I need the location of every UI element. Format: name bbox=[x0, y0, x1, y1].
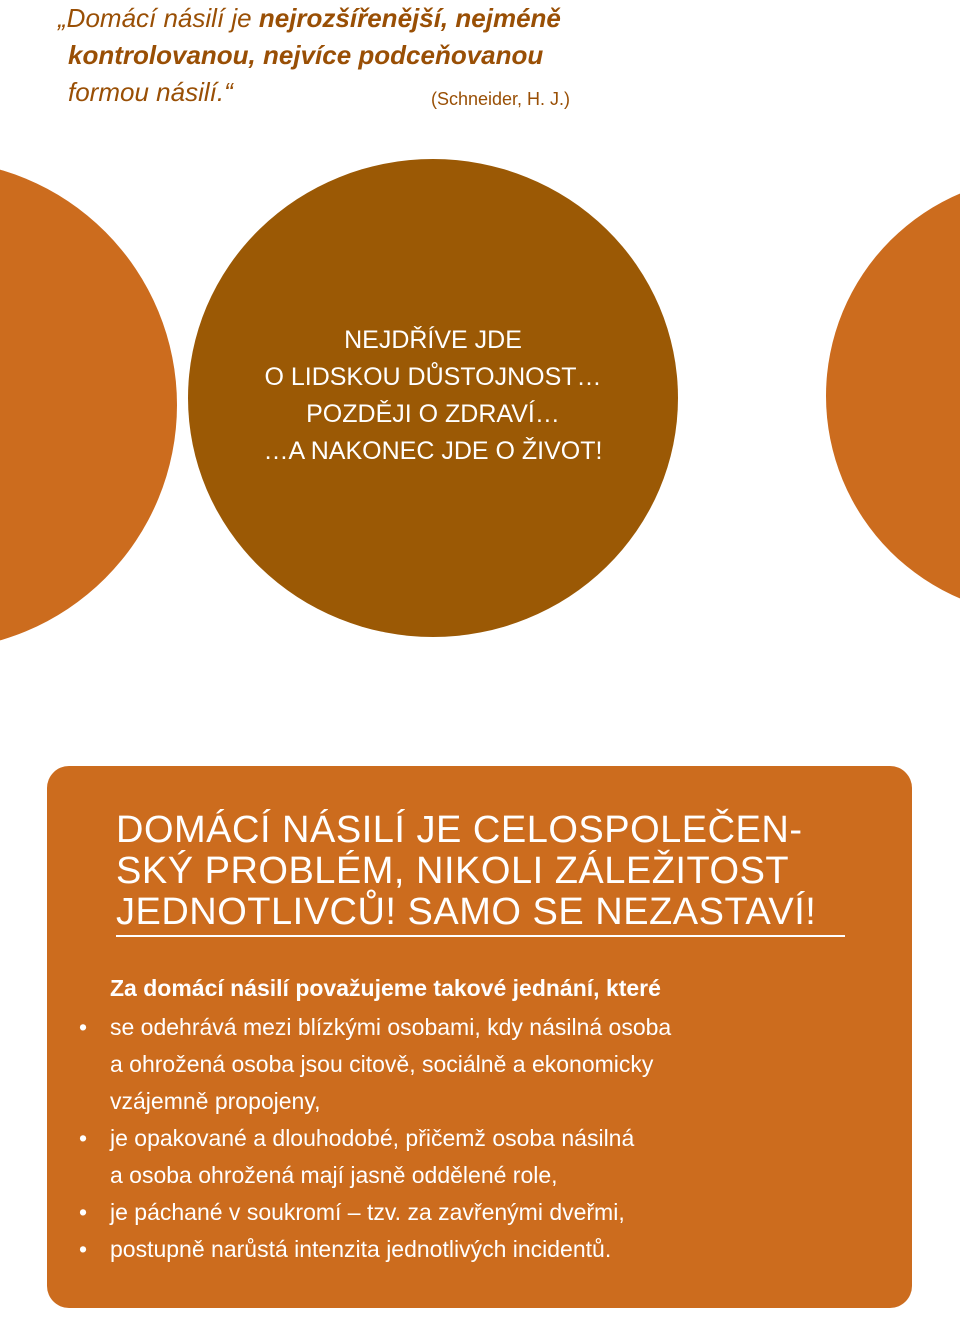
list-item-line: vzájemně propojeny, bbox=[110, 1088, 321, 1114]
circle-line: …A NAKONEC JDE O ŽIVOT! bbox=[263, 437, 603, 465]
list-item bbox=[0, 1194, 960, 1231]
list-item-line: je páchané v soukromí – tzv. za zavřenými dveřmi, bbox=[110, 1199, 625, 1225]
decorative-circle-right bbox=[826, 176, 960, 616]
definition-list bbox=[0, 1009, 960, 1268]
list-item-line: a osoba ohrožená mají jasně oddělené role, bbox=[110, 1162, 558, 1188]
decorative-circle-left bbox=[0, 160, 177, 650]
circle-line: O LIDSKOU DŮSTOJNOST… bbox=[264, 363, 602, 391]
bullet-icon: • bbox=[79, 1125, 88, 1151]
quote-line-2 bbox=[58, 37, 678, 74]
quote-close-mark: “ bbox=[224, 77, 233, 107]
quote-line-1 bbox=[58, 0, 678, 37]
quote-bold-1: nejrozšířenější, nejméně bbox=[258, 3, 561, 33]
list-item-line: postupně narůstá intenzita jednotlivých incidentů. bbox=[110, 1236, 612, 1262]
heading-line: DOMÁCÍ NÁSILÍ JE CELOSPOLEČEN- bbox=[116, 809, 803, 851]
bullet-icon: • bbox=[79, 1199, 88, 1225]
list-item bbox=[0, 1009, 960, 1120]
quote-block bbox=[58, 0, 678, 111]
definition-intro: Za domácí násilí považujeme takové jednání, které bbox=[110, 975, 661, 1001]
circle-message bbox=[188, 322, 678, 470]
list-item-line: a ohrožená osoba jsou citově, sociálně a ekonomicky bbox=[110, 1051, 654, 1077]
heading-line: SKÝ PROBLÉM, NIKOLI ZÁLEŽITOST bbox=[116, 850, 790, 892]
circle-line: NEJDŘÍVE JDE bbox=[344, 326, 522, 354]
quote-text-part1: Domácí násilí je bbox=[66, 3, 259, 33]
quote-open-mark: „ bbox=[58, 3, 67, 33]
info-box-heading bbox=[116, 810, 876, 933]
heading-divider bbox=[116, 935, 845, 937]
bullet-icon: • bbox=[79, 1236, 88, 1262]
bullet-icon: • bbox=[79, 1014, 88, 1040]
list-item-line: je opakované a dlouhodobé, přičemž osoba násilná bbox=[110, 1125, 635, 1151]
heading-line: JEDNOTLIVCŮ! SAMO SE NEZASTAVÍ! bbox=[116, 891, 817, 933]
circle-line: POZDĚJI O ZDRAVÍ… bbox=[306, 400, 560, 428]
list-item bbox=[0, 1120, 960, 1194]
list-item bbox=[0, 1231, 960, 1268]
quote-attribution: (Schneider, H. J.) bbox=[431, 89, 571, 109]
quote-text-part2: formou násilí. bbox=[68, 77, 225, 107]
quote-bold-2: kontrolovanou, nejvíce podceňovanou bbox=[68, 40, 544, 70]
list-item-line: se odehrává mezi blízkými osobami, kdy násilná osoba bbox=[110, 1014, 672, 1040]
quote-line-3 bbox=[58, 74, 678, 111]
